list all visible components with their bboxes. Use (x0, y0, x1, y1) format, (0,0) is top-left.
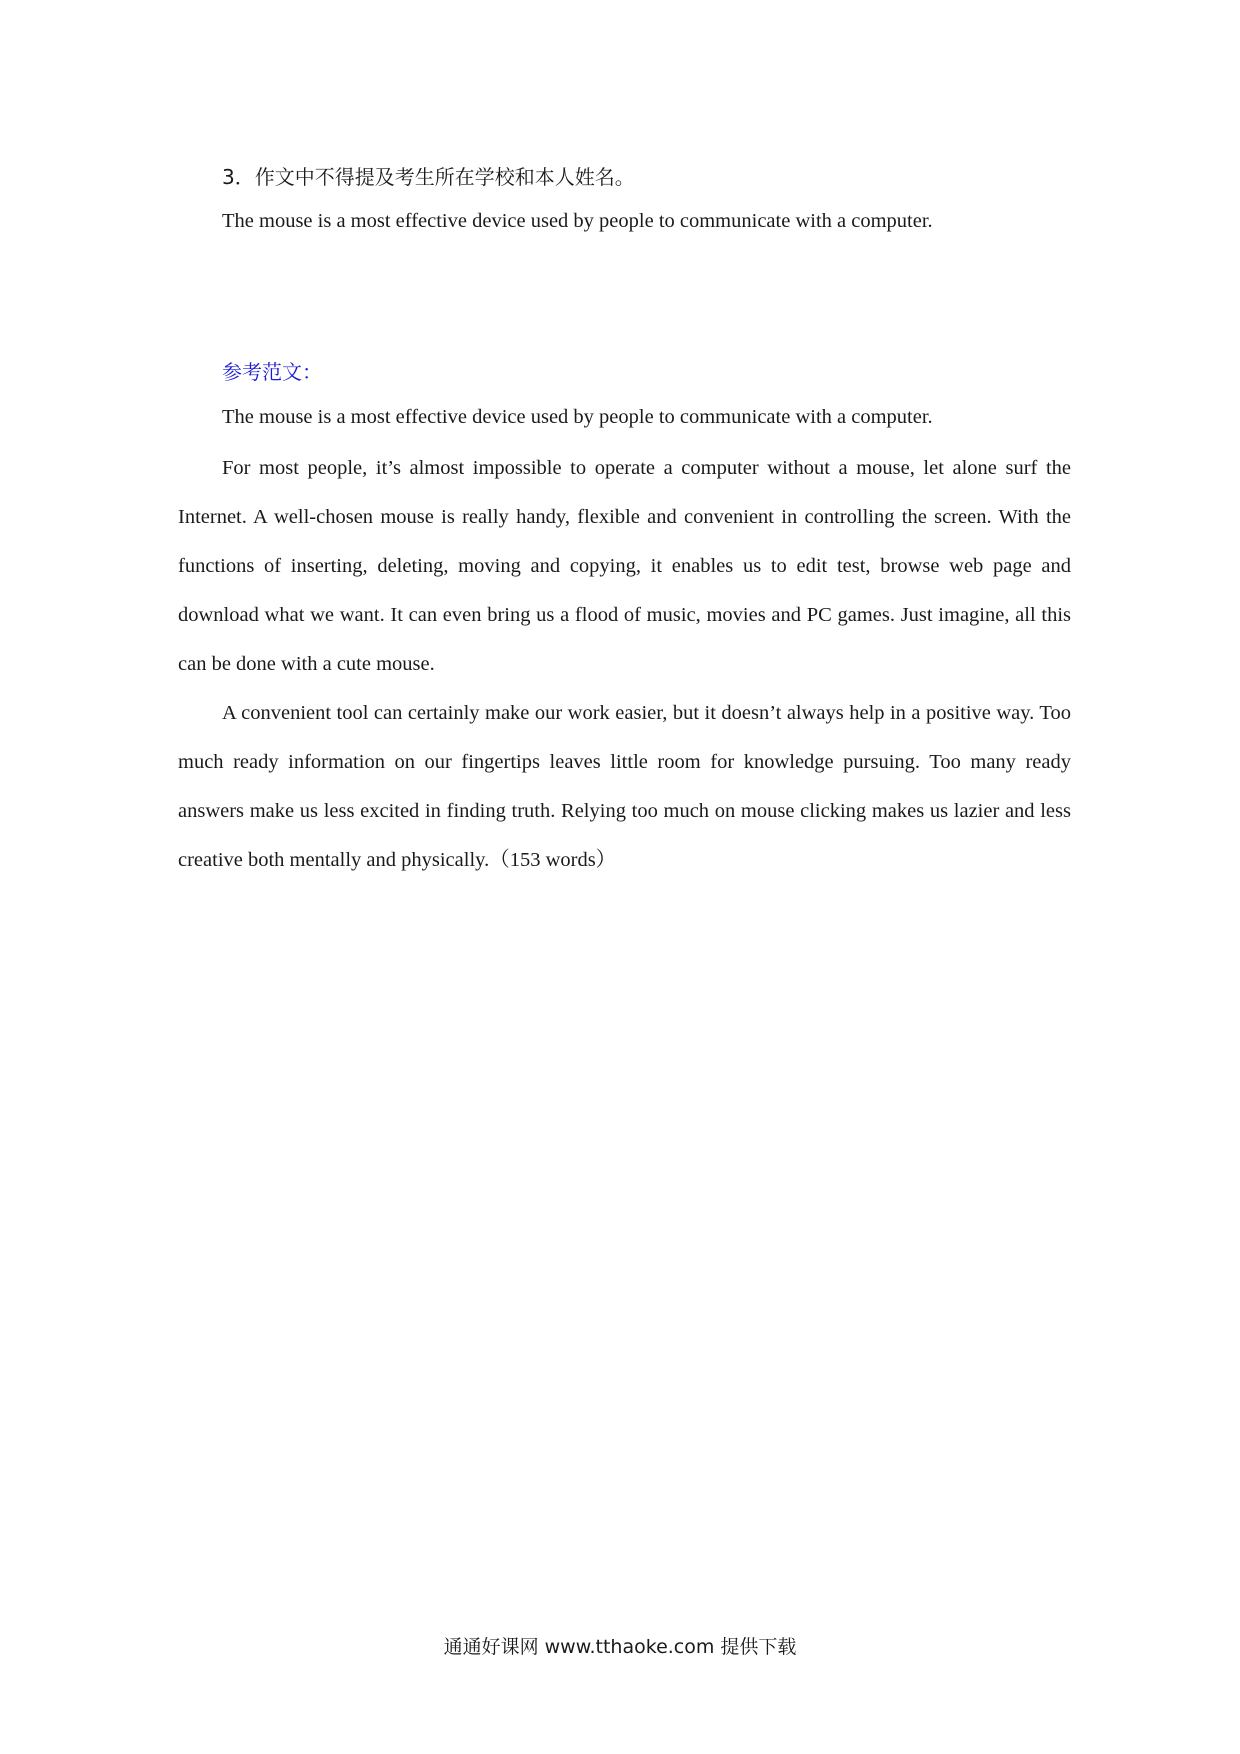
instruction-item-3: 3．作文中不得提及考生所在学校和本人姓名。 (222, 165, 635, 189)
reference-essay-heading: 参考范文： (222, 360, 322, 384)
essay-paragraph-2: A convenient tool can certainly make our work easier, but it doesn’t always help in a positive way. Too much ready information on our fingertips leaves little room for knowledge pursuing. Too many ready answers make us less excited in finding truth. Relying too much on mouse clicking makes us lazier and less creative both mentally and physically.（153 words） (178, 702, 1071, 871)
essay-paragraph-1: For most people, it’s almost impossible to operate a computer without a mouse, let alone surf the Internet. A well-chosen mouse is really handy, flexible and convenient in controlling the screen. With the functions of inserting, deleting, moving and copying, it enables us to edit test, browse web page and download what we want. It can even bring us a flood of music, movies and PC games. Just imagine, all this can be done with a cute mouse. (178, 457, 1071, 675)
essay-opening-line: The mouse is a most effective device used by people to communicate with a computer. (222, 406, 933, 428)
essay-topic-sentence: The mouse is a most effective device used by people to communicate with a computer. (222, 210, 933, 232)
page-footer-source: 通通好课网 www.tthaoke.com 提供下载 (443, 1636, 797, 1658)
